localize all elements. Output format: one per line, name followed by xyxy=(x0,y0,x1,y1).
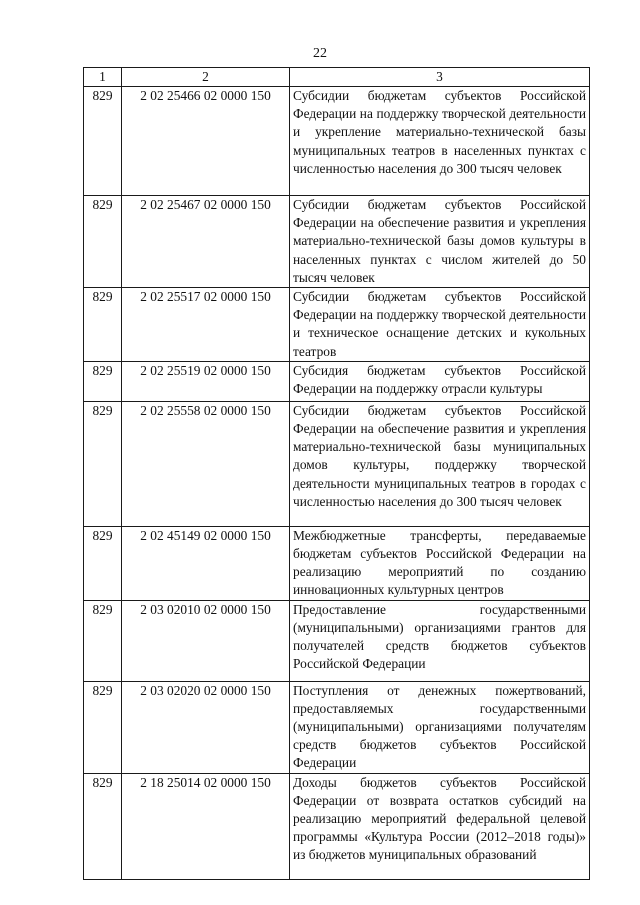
table-row xyxy=(84,526,590,600)
description-cell: Субсидии бюджетам субъектов Российской Федерации на поддержку творческой деятельности и техническое оснащение детских и кукольных театров xyxy=(290,288,590,362)
description-cell: Субсидии бюджетам субъектов Российской Федерации на обеспечение развития и укрепления материально-технической базы муниципальных домов культуры, поддержку творческой деятельности муниципальных театров в городах с численностью населения до 300 тысяч человек xyxy=(290,401,590,526)
admin-code-cell: 829 xyxy=(84,87,122,196)
admin-code-cell: 829 xyxy=(84,401,122,526)
description-cell: Субсидия бюджетам субъектов Российской Федерации на поддержку отрасли культуры xyxy=(290,361,590,401)
budget-code-cell: 2 03 02020 02 0000 150 xyxy=(122,681,290,773)
budget-code-cell: 2 02 25519 02 0000 150 xyxy=(122,361,290,401)
budget-code-cell: 2 02 25466 02 0000 150 xyxy=(122,87,290,196)
table-row xyxy=(84,288,590,362)
admin-code-cell: 829 xyxy=(84,361,122,401)
admin-code-cell: 829 xyxy=(84,288,122,362)
budget-code-cell: 2 02 45149 02 0000 150 xyxy=(122,526,290,600)
budget-code-cell: 2 02 25467 02 0000 150 xyxy=(122,196,290,288)
table-row xyxy=(84,681,590,773)
column-header-admin: 1 xyxy=(84,68,122,87)
table-row xyxy=(84,773,590,879)
column-header-description: 3 xyxy=(290,68,590,87)
description-cell: Субсидии бюджетам субъектов Российской Федерации на обеспечение развития и укрепления материально-технической базы домов культуры в населенных пунктах с числом жителей до 50 тысяч человек xyxy=(290,196,590,288)
admin-code-cell: 829 xyxy=(84,773,122,879)
table-row xyxy=(84,87,590,196)
description-cell: Предоставление государственными (муниципальными) организациями грантов для получателей средств бюджетов субъектов Российской Федерации xyxy=(290,600,590,681)
description-cell: Поступления от денежных пожертвований, предоставляемых государственными (муниципальными) организациями получателям средств бюджетов субъектов Российской Федерации xyxy=(290,681,590,773)
description-cell: Доходы бюджетов субъектов Российской Федерации от возврата остатков субсидий на реализацию мероприятий федеральной целевой программы «Культура России (2012–2018 годы)» из бюджетов муниципальных образований xyxy=(290,773,590,879)
budget-classification-table xyxy=(83,67,590,880)
budget-code-cell: 2 18 25014 02 0000 150 xyxy=(122,773,290,879)
table-row xyxy=(84,600,590,681)
table-row xyxy=(84,361,590,401)
table-header-row xyxy=(84,68,590,87)
budget-code-cell: 2 02 25558 02 0000 150 xyxy=(122,401,290,526)
admin-code-cell: 829 xyxy=(84,526,122,600)
budget-code-cell: 2 02 25517 02 0000 150 xyxy=(122,288,290,362)
description-cell: Межбюджетные трансферты, передаваемые бюджетам субъектов Российской Федерации на реализацию мероприятий по созданию инновационных культурных центров xyxy=(290,526,590,600)
page-number: 22 xyxy=(313,46,327,61)
description-cell: Субсидии бюджетам субъектов Российской Федерации на поддержку творческой деятельности и укрепление материально-технической базы муниципальных театров в населенных пунктах с численностью населения до 300 тысяч человек xyxy=(290,87,590,196)
table-row xyxy=(84,196,590,288)
admin-code-cell: 829 xyxy=(84,600,122,681)
admin-code-cell: 829 xyxy=(84,196,122,288)
table-row xyxy=(84,401,590,526)
column-header-code: 2 xyxy=(122,68,290,87)
admin-code-cell: 829 xyxy=(84,681,122,773)
budget-code-cell: 2 03 02010 02 0000 150 xyxy=(122,600,290,681)
